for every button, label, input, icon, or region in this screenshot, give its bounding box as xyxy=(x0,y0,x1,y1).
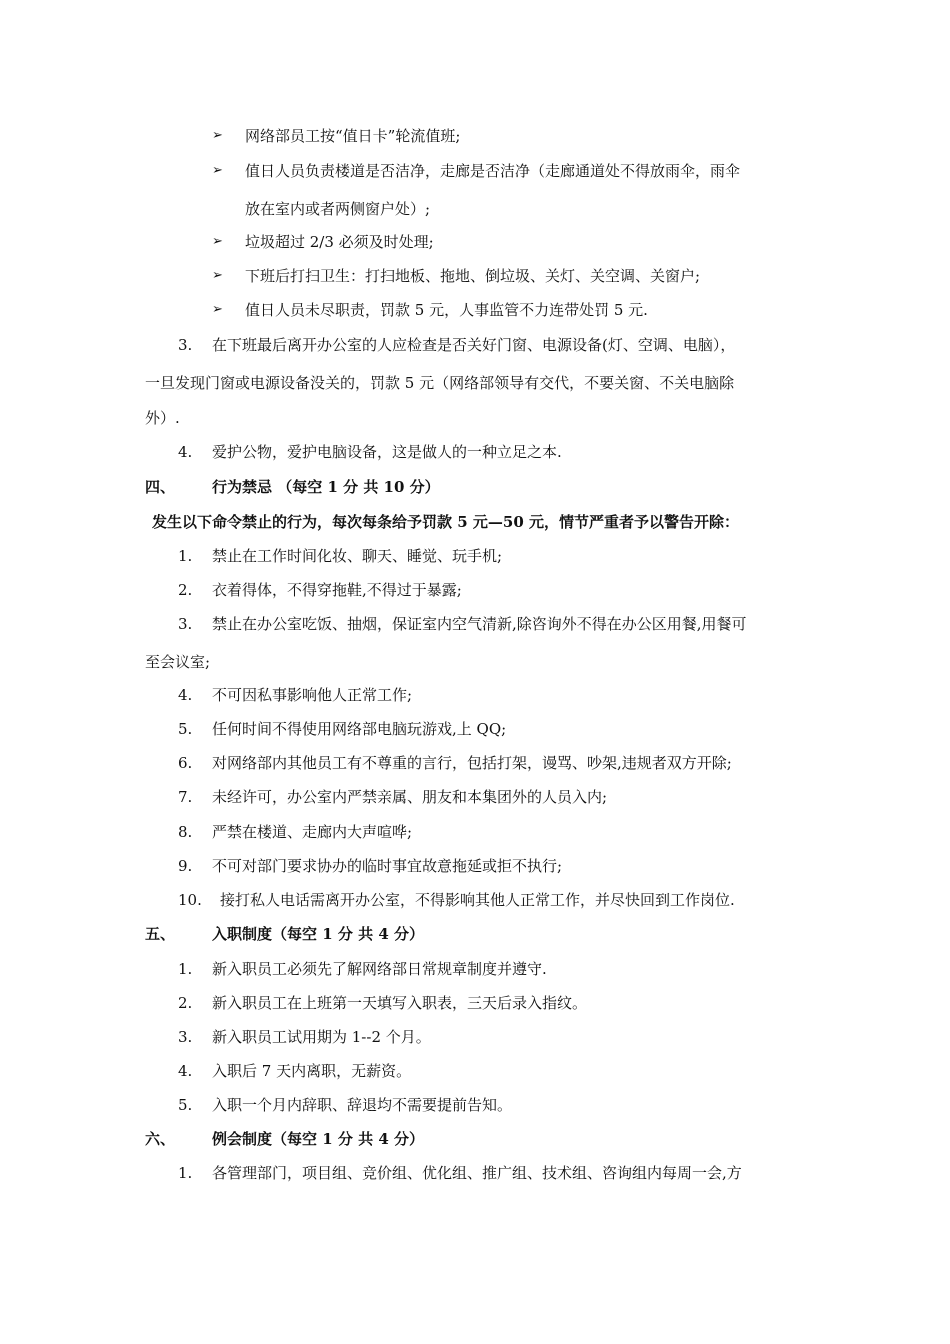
item-number: 4. xyxy=(178,443,193,461)
item-text: 未经许可，办公室内严禁亲属、朋友和本集团外的人员入内; xyxy=(212,788,608,806)
item-text-continued: 至会议室; xyxy=(145,653,211,671)
item-number: 3. xyxy=(178,336,193,354)
item-text: 各管理部门，项目组、竞价组、优化组、推广组、技术组、咨询组内每周一会,方 xyxy=(212,1164,742,1182)
section-title: 例会制度（每空 1 分 共 4 分） xyxy=(212,1130,424,1148)
item-number: 1. xyxy=(178,960,193,978)
item-text: 禁止在办公室吃饭、抽烟，保证室内空气清新,除咨询外不得在办公区用餐,用餐可 xyxy=(212,615,747,633)
bullet-arrow-icon: ➢ xyxy=(212,234,223,249)
bullet-arrow-icon: ➢ xyxy=(212,268,223,283)
item-text-continued: 一旦发现门窗或电源设备没关的，罚款 5 元（网络部领导有交代，不要关窗、不关电脑除 xyxy=(145,374,735,392)
item-number: 8. xyxy=(178,823,193,841)
item-text: 不可因私事影响他人正常工作; xyxy=(212,686,413,704)
item-number: 4. xyxy=(178,686,193,704)
bullet-text: 值日人员负责楼道是否洁净，走廊是否洁净（走廊通道处不得放雨伞，雨伞 xyxy=(245,162,741,180)
section-title: 入职制度（每空 1 分 共 4 分） xyxy=(212,925,424,943)
section-number: 六、 xyxy=(145,1130,176,1148)
item-text: 任何时间不得使用网络部电脑玩游戏,上 QQ; xyxy=(212,720,507,738)
item-text: 入职后 7 天内离职，无薪资。 xyxy=(212,1062,412,1080)
item-text: 入职一个月内辞职、辞退均不需要提前告知。 xyxy=(212,1096,513,1114)
item-number: 2. xyxy=(178,581,193,599)
item-text: 新入职员工试用期为 1--2 个月。 xyxy=(212,1028,431,1046)
bullet-text: 垃圾超过 2/3 必须及时处理; xyxy=(245,233,434,251)
item-number: 1. xyxy=(178,547,193,565)
bullet-text-continued: 放在室内或者两侧窗户处）; xyxy=(245,200,431,218)
section-title: 行为禁忌 （每空 1 分 共 10 分） xyxy=(212,478,440,496)
section-number: 四、 xyxy=(145,478,176,496)
item-number: 2. xyxy=(178,994,193,1012)
item-number: 5. xyxy=(178,720,193,738)
item-text: 严禁在楼道、走廊内大声喧哗; xyxy=(212,823,413,841)
item-text: 新入职员工在上班第一天填写入职表，三天后录入指纹。 xyxy=(212,994,588,1012)
item-number: 9. xyxy=(178,857,193,875)
item-text-continued: 外）. xyxy=(145,409,180,427)
bullet-text: 下班后打扫卫生：打扫地板、拖地、倒垃圾、关灯、关空调、关窗户; xyxy=(245,267,701,285)
item-text: 在下班最后离开办公室的人应检查是否关好门窗、电源设备(灯、空调、电脑）， xyxy=(212,336,736,354)
bullet-text: 值日人员未尽职责，罚款 5 元，人事监管不力连带处罚 5 元. xyxy=(245,301,648,319)
bullet-arrow-icon: ➢ xyxy=(212,163,223,178)
item-text: 对网络部内其他员工有不尊重的言行，包括打架，谩骂、吵架,违规者双方开除; xyxy=(212,754,732,772)
item-text: 禁止在工作时间化妆、聊天、睡觉、玩手机; xyxy=(212,547,503,565)
item-number: 3. xyxy=(178,615,193,633)
item-text: 不可对部门要求协办的临时事宜故意拖延或拒不执行; xyxy=(212,857,563,875)
item-text: 爱护公物，爱护电脑设备，这是做人的一种立足之本. xyxy=(212,443,562,461)
item-number: 3. xyxy=(178,1028,193,1046)
item-number: 6. xyxy=(178,754,193,772)
section-number: 五、 xyxy=(145,925,176,943)
section-intro: 发生以下命令禁止的行为，每次每条给予罚款 5 元—50 元，情节严重者予以警告开除： xyxy=(152,513,739,531)
item-number: 4. xyxy=(178,1062,193,1080)
bullet-arrow-icon: ➢ xyxy=(212,128,223,143)
item-text: 新入职员工必须先了解网络部日常规章制度并遵守. xyxy=(212,960,547,978)
item-text: 衣着得体，不得穿拖鞋,不得过于暴露; xyxy=(212,581,462,599)
item-number: 5. xyxy=(178,1096,193,1114)
item-text: 接打私人电话需离开办公室，不得影响其他人正常工作，并尽快回到工作岗位. xyxy=(220,891,735,909)
item-number: 1. xyxy=(178,1164,193,1182)
bullet-arrow-icon: ➢ xyxy=(212,302,223,317)
bullet-text: 网络部员工按“值日卡”轮流值班; xyxy=(245,127,461,145)
item-number: 10. xyxy=(178,891,202,909)
item-number: 7. xyxy=(178,788,193,806)
